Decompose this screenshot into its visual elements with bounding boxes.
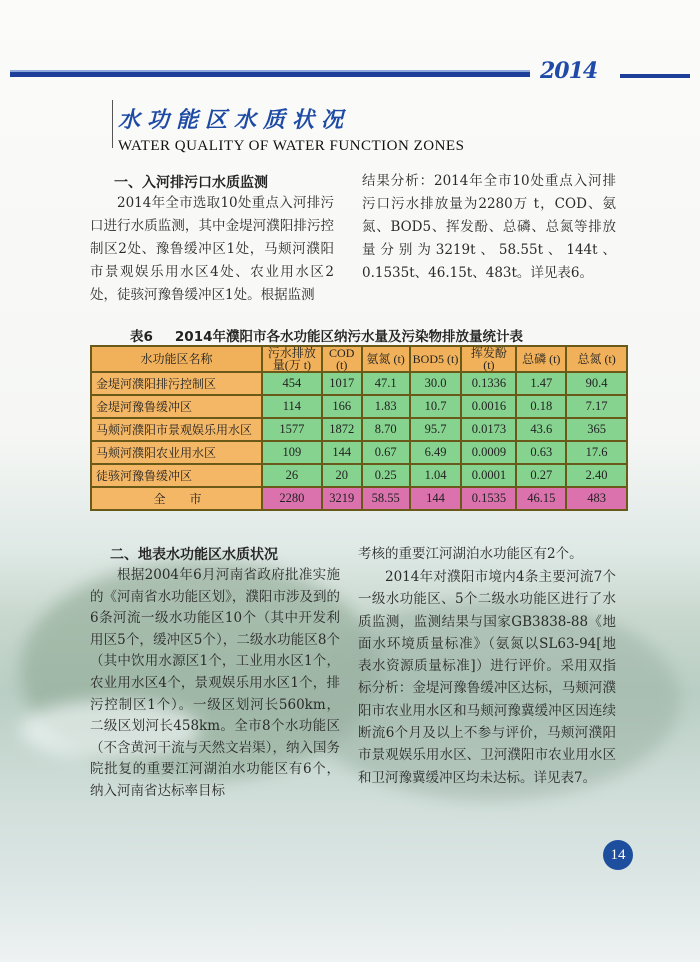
cell: 144 xyxy=(410,487,462,510)
cell: 0.25 xyxy=(362,464,410,487)
cell: 114 xyxy=(262,395,322,418)
year-logo: 2014 xyxy=(540,58,598,84)
cell: 0.0016 xyxy=(461,395,516,418)
header-cell: 挥发酚 (t) xyxy=(461,346,516,372)
table-header-row xyxy=(91,346,627,372)
cell: 90.4 xyxy=(566,372,627,395)
cell: 46.15 xyxy=(516,487,566,510)
cell: 95.7 xyxy=(410,418,462,441)
cell: 26 xyxy=(262,464,322,487)
table-row xyxy=(91,464,627,487)
cell: 0.0173 xyxy=(461,418,516,441)
cell: 1577 xyxy=(262,418,322,441)
title-divider xyxy=(112,100,113,148)
cell: 0.1336 xyxy=(461,372,516,395)
cell: 0.27 xyxy=(516,464,566,487)
section1-heading: 一、入河排污口水质监测 xyxy=(114,175,268,191)
cell: 0.63 xyxy=(516,441,566,464)
cell: 17.6 xyxy=(566,441,627,464)
cell: 7.17 xyxy=(566,395,627,418)
cell: 0.18 xyxy=(516,395,566,418)
cell: 2280 xyxy=(262,487,322,510)
cell: 1017 xyxy=(322,372,362,395)
cell: 483 xyxy=(566,487,627,510)
table-row xyxy=(91,395,627,418)
cell: 3219 xyxy=(322,487,362,510)
cell: 109 xyxy=(262,441,322,464)
zone-name: 徒骇河豫鲁缓冲区 xyxy=(91,464,262,487)
section2-heading: 二、地表水功能区水质状况 xyxy=(110,547,278,563)
page-title: 水功能区水质状况 xyxy=(118,107,351,133)
section1-right-text: 结果分析：2014年全市10处重点入河排污口污水排放量为2280万 t，COD、氨氮、BOD5、挥发酚、总磷、总氮等排放量分别为3219t、58.55t、144t、0.1535t、46.15t、483t。详见表6。 xyxy=(362,173,616,281)
cell: 30.0 xyxy=(410,372,462,395)
section1-left-text: 2014年全市选取10处重点入河排污口进行水质监测，其中金堤河濮阳排污控制区2处、豫鲁缓冲区1处，马颊河濮阳市景观娱乐用水区4处、农业用水区2处，徒骇河豫鲁缓冲区1处。根据监测 xyxy=(90,195,334,303)
header-cell: 氨氮 (t) xyxy=(362,346,410,372)
section2-right-text: 2014年对濮阳市境内4条主要河流7个一级水功能区、5个二级水功能区进行了水质监测，监测结果与国家GB3838-88《地面水环境质量标准》（氨氮以SL63-94[地表水资源质量标准]）进行评价。采用双指标分析：金堤河豫鲁缓冲区达标，马颊河濮阳市农业用水区和马颊河豫冀缓冲区因连续断流6个月及以上不参与评价，马颊河濮阳市景观娱乐用水区、卫河濮阳市农业用水区和卫河豫冀缓冲区均未达标。详见表7。 xyxy=(358,569,616,786)
zone-name: 马颊河濮阳市景观娱乐用水区 xyxy=(91,418,262,441)
page-subtitle: WATER QUALITY OF WATER FUNCTION ZONES xyxy=(118,138,465,154)
cell: 1872 xyxy=(322,418,362,441)
section2-right-first: 考核的重要江河湖泊水功能区有2个。 xyxy=(358,546,583,562)
cell: 58.55 xyxy=(362,487,410,510)
cell: 0.67 xyxy=(362,441,410,464)
cell: 20 xyxy=(322,464,362,487)
cell: 6.49 xyxy=(410,441,462,464)
table-row xyxy=(91,441,627,464)
header-rule xyxy=(10,70,530,77)
table-row xyxy=(91,372,627,395)
zone-name: 金堤河豫鲁缓冲区 xyxy=(91,395,262,418)
cell: 47.1 xyxy=(362,372,410,395)
total-label: 全 市 xyxy=(91,487,262,510)
header-cell: 水功能区名称 xyxy=(91,346,262,372)
cell: 0.0009 xyxy=(461,441,516,464)
table-caption xyxy=(130,325,545,345)
cell: 43.6 xyxy=(516,418,566,441)
header-cell: BOD5 (t) xyxy=(410,346,462,372)
header-cell: COD (t) xyxy=(322,346,362,372)
table-title: 2014年濮阳市各水功能区纳污水量及污染物排放量统计表 xyxy=(174,329,523,345)
table-row xyxy=(91,418,627,441)
header-cell: 污水排放量(万 t) xyxy=(262,346,322,372)
cell: 1.83 xyxy=(362,395,410,418)
table-total-row xyxy=(91,487,627,510)
cell: 2.40 xyxy=(566,464,627,487)
header-cell: 总磷 (t) xyxy=(516,346,566,372)
cell: 1.47 xyxy=(516,372,566,395)
cell: 166 xyxy=(322,395,362,418)
header-cell: 总氮 (t) xyxy=(566,346,627,372)
table-label: 表6 xyxy=(130,329,153,345)
cell: 454 xyxy=(262,372,322,395)
cell: 0.1535 xyxy=(461,487,516,510)
emission-table xyxy=(90,345,628,511)
zone-name: 金堤河濮阳排污控制区 xyxy=(91,372,262,395)
header-rule xyxy=(620,74,690,78)
cell: 144 xyxy=(322,441,362,464)
cell: 365 xyxy=(566,418,627,441)
cell: 0.0001 xyxy=(461,464,516,487)
zone-name: 马颊河濮阳农业用水区 xyxy=(91,441,262,464)
cell: 8.70 xyxy=(362,418,410,441)
cell: 1.04 xyxy=(410,464,462,487)
page-number: 14 xyxy=(603,840,633,870)
section2-left-text: 根据2004年6月河南省政府批准实施的《河南省水功能区划》，濮阳市涉及到的6条河流一级水功能区10个（其中开发利用区5个，缓冲区5个），二级水功能区8个（其中饮用水源区1个，工业用水区1个，农业用水区4个，景观娱乐用水区1个，排污控制区1个）。一级区划河长560km，二级区划河长458km。全市8个水功能区（不含黄河干流与天然文岩渠），纳入国务院批复的重要江河湖泊水功能区有6个，纳入河南省达标率目标 xyxy=(90,567,340,799)
cell: 10.7 xyxy=(410,395,462,418)
